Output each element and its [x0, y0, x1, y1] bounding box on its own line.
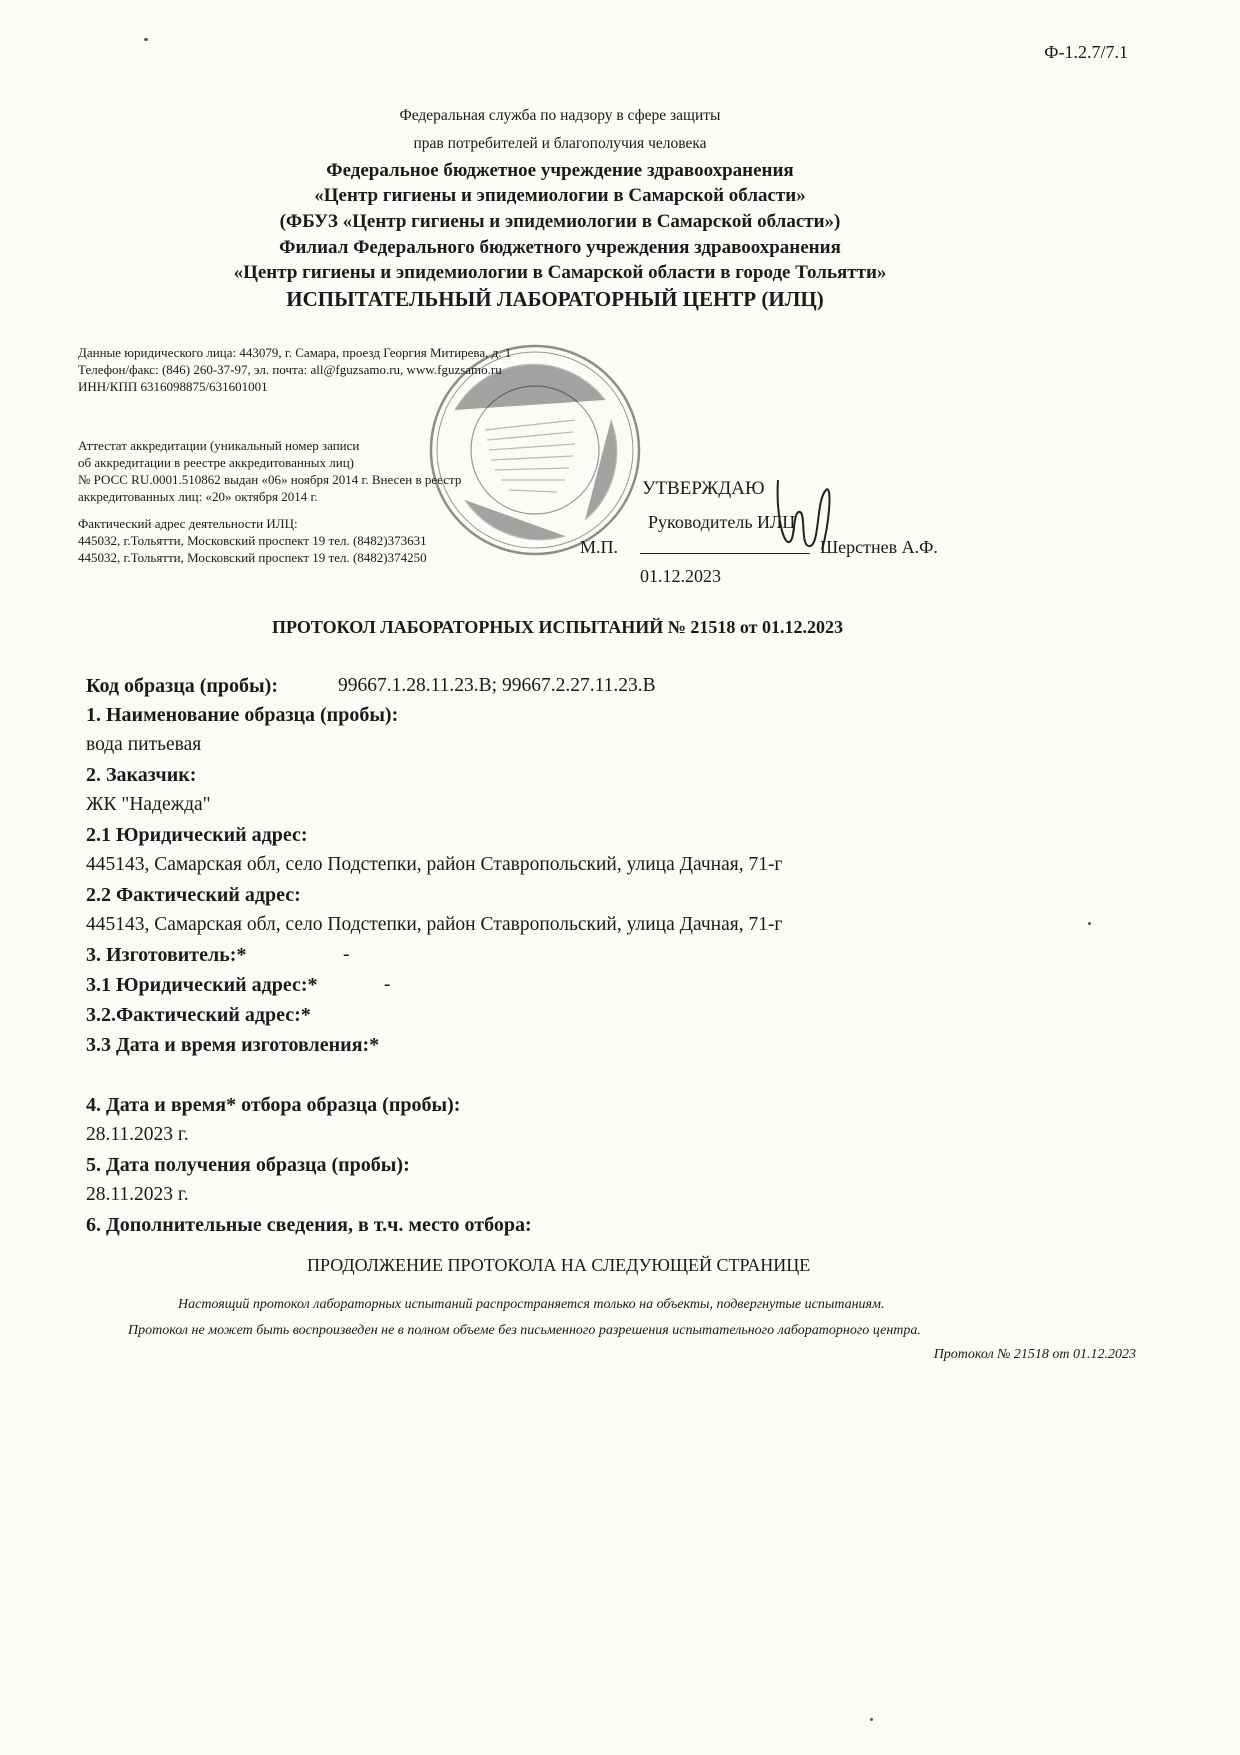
round-seal-stamp: [425, 340, 645, 560]
legal-entity-contacts: Телефон/факс: (846) 260-37-97, эл. почта: all@fguzsamo.ru, www.fguzsamo.ru: [78, 362, 502, 377]
header-institution-line1: Федеральное бюджетное учреждение здравоохранения: [326, 160, 794, 181]
accreditation-line3: № РОСС RU.0001.510862 выдан «06» ноября 2014 г. Внесен в реестр: [78, 472, 462, 487]
approval-role: Руководитель ИЛЦ: [648, 512, 796, 532]
header-branch-line1: Филиал Федерального бюджетного учреждения здравоохранения: [279, 237, 841, 258]
sample-name-value: вода питьевая: [86, 734, 202, 755]
header-institution-line2: «Центр гигиены и эпидемиологии в Самарской области»: [314, 185, 806, 206]
accreditation-line2: об аккредитации в реестре аккредитованных лиц): [78, 455, 354, 470]
manufacturer-legal-address-label: 3.1 Юридический адрес:*: [86, 974, 318, 996]
accreditation-line1: Аттестат аккредитации (уникальный номер записи: [78, 438, 360, 453]
customer-legal-address-value: 445143, Самарская обл, село Подстепки, район Ставропольский, улица Дачная, 71-г: [86, 854, 783, 875]
legal-entity-address: Данные юридического лица: 443079, г. Самара, проезд Георгия Митирева, д. 1: [78, 345, 512, 360]
scan-speck: [870, 1718, 873, 1721]
lab-address-row1: 445032, г.Тольятти, Московский проспект 19 тел. (8482)373631: [78, 533, 427, 548]
additional-info-label: 6. Дополнительные сведения, в т.ч. место отбора:: [86, 1214, 532, 1236]
header-agency-line2: прав потребителей и благополучия человека: [413, 135, 707, 152]
header-institution-short: (ФБУЗ «Центр гигиены и эпидемиологии в Самарской области»): [279, 211, 841, 232]
lab-address-heading: Фактический адрес деятельности ИЛЦ:: [78, 516, 298, 531]
form-code: Ф-1.2.7/7.1: [1044, 42, 1128, 62]
manufacture-date-label: 3.3 Дата и время изготовления:*: [86, 1034, 380, 1056]
accreditation-line4: аккредитованных лиц: «20» октября 2014 г.: [78, 489, 318, 504]
sampling-date-label: 4. Дата и время* отбора образца (пробы):: [86, 1094, 461, 1116]
continuation-notice: ПРОДОЛЖЕНИЕ ПРОТОКОЛА НА СЛЕДУЮЩЕЙ СТРАНИЦЕ: [307, 1255, 811, 1275]
protocol-title: ПРОТОКОЛ ЛАБОРАТОРНЫХ ИСПЫТАНИЙ № 21518 от 01.12.2023: [272, 617, 843, 637]
footer-note-scope: Настоящий протокол лабораторных испытаний распространяется только на объекты, подвергнутые испытаниям.: [178, 1297, 885, 1312]
header-branch-line2: «Центр гигиены и эпидемиологии в Самарской области в городе Тольятти»: [233, 262, 887, 283]
lab-address-row2: 445032, г.Тольятти, Московский проспект 19 тел. (8482)374250: [78, 550, 427, 565]
scan-speck: [1088, 922, 1091, 925]
footer-protocol-ref: Протокол № 21518 от 01.12.2023: [933, 1347, 1136, 1362]
manufacturer-actual-address-label: 3.2.Фактический адрес:*: [86, 1004, 311, 1026]
sample-name-label: 1. Наименование образца (пробы):: [86, 704, 399, 726]
customer-label: 2. Заказчик:: [86, 764, 197, 786]
sample-code-label: Код образца (пробы):: [86, 675, 278, 697]
seal-place-label: М.П.: [580, 537, 619, 557]
manufacturer-value: -: [343, 944, 350, 965]
manufacturer-label: 3. Изготовитель:*: [86, 944, 247, 966]
footer-note-reproduction: Протокол не может быть воспроизведен не в полном объеме без письменного разрешения испытательного лабораторного центра.: [128, 1323, 921, 1338]
sample-code-value: 99667.1.28.11.23.В; 99667.2.27.11.23.В: [338, 675, 656, 696]
header-lab-name: ИСПЫТАТЕЛЬНЫЙ ЛАБОРАТОРНЫЙ ЦЕНТР (ИЛЦ): [286, 287, 824, 311]
customer-legal-address-label: 2.1 Юридический адрес:: [86, 824, 308, 846]
approval-date: 01.12.2023: [640, 566, 721, 586]
receipt-date-value: 28.11.2023 г.: [86, 1184, 189, 1205]
sampling-date-value: 28.11.2023 г.: [86, 1124, 189, 1145]
manufacturer-legal-address-value: -: [384, 974, 391, 995]
approval-heading: УТВЕРЖДАЮ: [642, 478, 765, 499]
customer-actual-address-label: 2.2 Фактический адрес:: [86, 884, 301, 906]
legal-entity-inn: ИНН/КПП 6316098875/631601001: [78, 379, 268, 394]
customer-value: ЖК "Надежда": [86, 794, 211, 815]
scan-speck: [144, 38, 148, 41]
customer-actual-address-value: 445143, Самарская обл, село Подстепки, район Ставропольский, улица Дачная, 71-г: [86, 914, 783, 935]
approver-name: Шерстнев А.Ф.: [820, 537, 938, 557]
receipt-date-label: 5. Дата получения образца (пробы):: [86, 1154, 410, 1176]
header-agency-line1: Федеральная служба по надзору в сфере защиты: [399, 107, 721, 124]
